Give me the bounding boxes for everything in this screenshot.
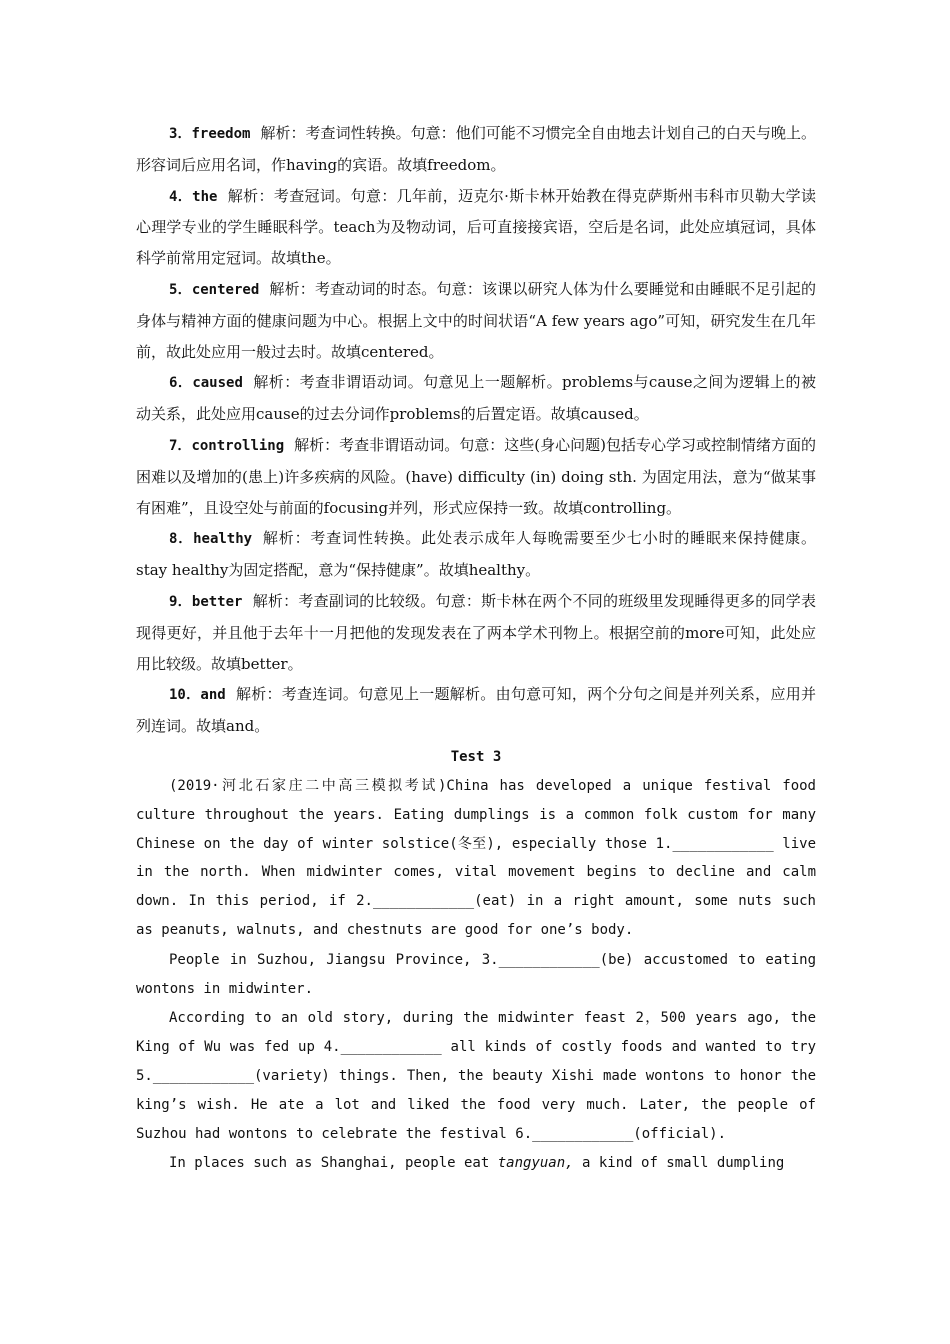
answer-word: centered — [191, 281, 260, 298]
answer-item — [136, 367, 816, 430]
answer-number: 10． — [169, 687, 201, 704]
answer-word: healthy — [193, 531, 253, 548]
answer-explanation: 解析：考查动词的时态。句意：该课以研究人体为什么要睡觉和由睡眠不足引起的身体与精神方面的健康问题为中心。根据上文中的时间状语“A few years ago”可知，研究发生在几年前，故此处应用一般过去时。故填centered。 — [136, 279, 816, 361]
answer-item — [136, 523, 816, 586]
passage-text: a kind of small dumpling — [573, 1155, 785, 1172]
answer-word: and — [200, 687, 226, 704]
document-page — [136, 118, 816, 1178]
answer-number: 3． — [169, 126, 192, 142]
answer-explanation: 解析：考查非谓语动词。句意见上一题解析。problems与cause之间为逻辑上的被动关系，此处应用cause的过去分词作problems的后置定语。故填caused。 — [136, 373, 816, 424]
answer-item — [136, 430, 816, 523]
answer-word: controlling — [191, 437, 285, 454]
test-heading: Test 3 — [450, 748, 502, 765]
passage-paragraph — [136, 1149, 816, 1178]
answer-item — [136, 586, 816, 679]
passage-paragraph: People in Suzhou, Jiangsu Province, 3.____________(be) accustomed to eating wontons in midwinter. — [136, 951, 816, 997]
answer-number: 5． — [169, 281, 192, 298]
passage-text: In places such as Shanghai, people eat — [169, 1155, 498, 1172]
answer-explanation: 解析：考查副词的比较级。句意：斯卡林在两个不同的班级里发现睡得更多的同学表现得更好，并且他于去年十一月把他的发现发表在了两本学术刊物上。根据空前的more可知，此处应用比较级。故填better。 — [136, 591, 816, 673]
answer-word: better — [191, 593, 243, 610]
answer-explanation: 解析：考查词性转换。句意：他们可能不习惯完全自由地去计划自己的白天与晚上。形容词后应用名词，作having的宾语。故填freedom。 — [136, 124, 816, 174]
passage-paragraph: (2019·河北石家庄二中高三模拟考试)China has developed a unique festival food culture throughout the years. Eating dumplings is a common folk custom for many Chinese on the day of winter solstice(冬至), especially those 1.____________ live in the north. When midwinter comes, vital movement begins to decline and calm down. In this period, if 2.____________(eat) in a right amount, some nuts such as peanuts, walnuts, and chestnuts are good for one’s body. — [136, 777, 816, 938]
passage — [136, 772, 816, 1178]
answer-word: caused — [192, 375, 243, 392]
passage-italic-term: tangyuan, — [497, 1155, 574, 1172]
answer-item — [136, 181, 816, 274]
answer-item — [136, 679, 816, 742]
passage-paragraph: According to an old story, during the midwinter feast 2，500 years ago, the King of Wu was fed up 4.____________ all kinds of costly foods and wanted to try 5.____________(variety) things. Then, the beauty Xishi made wontons to honor the king’s wish. He ate a lot and liked the food very much. Later, the people of Suzhou had wontons to celebrate the festival 6.____________(official). — [136, 1010, 816, 1142]
answer-item — [136, 274, 816, 367]
answer-number: 4． — [169, 188, 193, 205]
answer-explanation: 解析：考查词性转换。此处表示成年人每晚需要至少七小时的睡眠来保持健康。stay healthy为固定搭配，意为“保持健康”。故填healthy。 — [136, 529, 816, 580]
answer-explanation: 解析：考查非谓语动词。句意：这些(身心问题)包括专心学习或控制情绪方面的困难以及增加的(患上)许多疾病的风险。(have) difficulty (in) doing sth. 为固定用法，意为“做某事有困难”，且设空处与前面的focusing并列，形式应保持一致。故填controlling。 — [136, 435, 816, 517]
answer-word: the — [192, 188, 218, 205]
answer-list — [136, 118, 816, 742]
answer-word: freedom — [191, 126, 251, 142]
answer-explanation: 解析：考查冠词。句意：几年前，迈克尔·斯卡林开始教在得克萨斯州韦科市贝勒大学读心理学专业的学生睡眠科学。teach为及物动词，后可直接接宾语，空后是名词，此处应填冠词，具体科学前常用定冠词。故填the。 — [136, 186, 816, 268]
answer-number: 6． — [169, 375, 193, 392]
answer-item — [136, 118, 816, 181]
answer-number: 8． — [169, 531, 194, 548]
answer-explanation: 解析：考查连词。句意见上一题解析。由句意可知，两个分句之间是并列关系，应用并列连词。故填and。 — [136, 685, 816, 736]
answer-number: 9． — [169, 593, 192, 610]
answer-number: 7． — [169, 437, 192, 454]
